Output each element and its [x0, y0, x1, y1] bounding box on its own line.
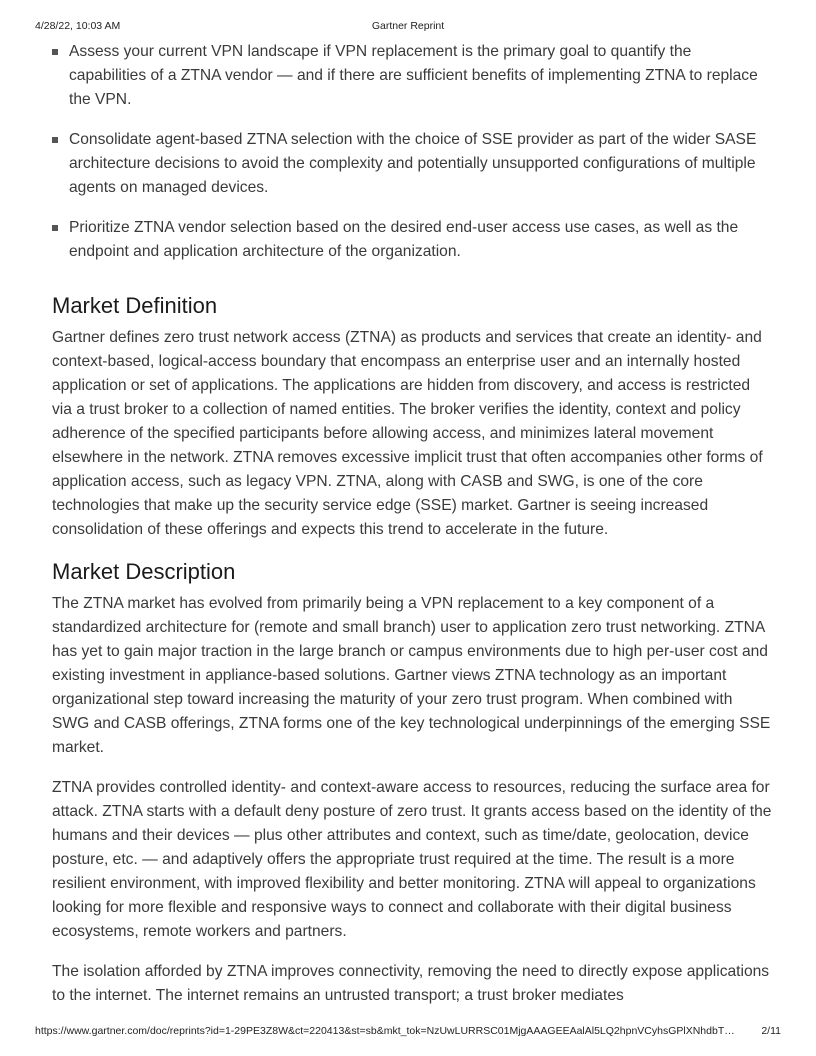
- list-item-text: Consolidate agent-based ZTNA selection with the choice of SSE provider as part of the wider SASE architecture decisions to avoid the complexity and potentially unsupported configurations of multiple agents on managed devices.: [69, 131, 757, 196]
- print-date: 4/28/22, 10:03 AM: [35, 20, 121, 32]
- market-description-paragraph: ZTNA provides controlled identity- and context-aware access to resources, reducing the surface area for attack. ZTNA starts with a default deny posture of zero trust. It grants access based on the identity of the humans and their devices — plus other attributes and context, such as time/date, geolocation, device posture, etc. — and adaptively offers the appropriate trust required at the time. The result is a more resilient environment, with improved flexibility and better monitoring. ZTNA will appeal to organizations looking for more flexible and responsive ways to connect and collaborate with their digital business ecosystems, remote workers and partners.: [52, 779, 772, 940]
- square-bullet-icon: [52, 225, 58, 231]
- list-item-text: Assess your current VPN landscape if VPN replacement is the primary goal to quantify the capabilities of a ZTNA vendor — and if there are sufficient benefits of implementing ZTNA to replace the VPN.: [69, 43, 758, 108]
- market-definition-heading: Market Definition: [52, 293, 218, 318]
- recommendation-list: [52, 40, 772, 264]
- market-description-heading: Market Description: [52, 559, 236, 584]
- print-header: [35, 20, 781, 34]
- market-description-paragraph: The ZTNA market has evolved from primarily being a VPN replacement to a key component of a standardized architecture for (remote and small branch) user to application zero trust networking. ZTNA has yet to gain major traction in the large branch or campus environments due to high per-user cost and existing investment in appliance-based solutions. Gartner views ZTNA technology as an important organizational step toward increasing the maturity of your zero trust program. When combined with SWG and CASB offerings, ZTNA forms one of the key technological underpinnings of the emerging SSE market.: [52, 595, 771, 756]
- market-definition-paragraph: Gartner defines zero trust network access (ZTNA) as products and services that create an identity- and context-based, logical-access boundary that encompass an enterprise user and an internally hosted application or set of applications. The applications are hidden from discovery, and access is restricted via a trust broker to a collection of named entities. The broker verifies the identity, context and policy adherence of the specified participants before allowing access, and minimizes lateral movement elsewhere in the network. ZTNA removes excessive implicit trust that often accompanies other forms of application access, such as legacy VPN. ZTNA, along with CASB and SWG, is one of the core technologies that make up the security service edge (SSE) market. Gartner is seeing increased consolidation of these offerings and expects this trend to accelerate in the future.: [52, 329, 763, 538]
- page-url-link[interactable]: https://www.gartner.com/doc/reprints?id=1-29PE3Z8W&ct=220413&st=sb&mkt_tok=NzUwLURRSC01MjgAAAGEEAalAl5LQ2hpnVCyhsGPlXNhdbT…: [35, 1025, 735, 1037]
- print-title: Gartner Reprint: [371, 20, 445, 32]
- list-item-text: Prioritize ZTNA vendor selection based on the desired end-user access use cases, as well as the endpoint and application architecture of the organization.: [69, 219, 739, 260]
- list-item: [52, 128, 772, 200]
- market-description-paragraph: The isolation afforded by ZTNA improves connectivity, removing the need to directly expose applications to the internet. The internet remains an untrusted transport; a trust broker mediates: [52, 963, 770, 1004]
- document-body: [52, 40, 772, 1008]
- print-footer: [35, 1025, 781, 1039]
- square-bullet-icon: [52, 49, 58, 55]
- square-bullet-icon: [52, 137, 58, 143]
- list-item: [52, 40, 772, 112]
- page-number: 2/11: [761, 1025, 781, 1037]
- list-item: [52, 216, 772, 264]
